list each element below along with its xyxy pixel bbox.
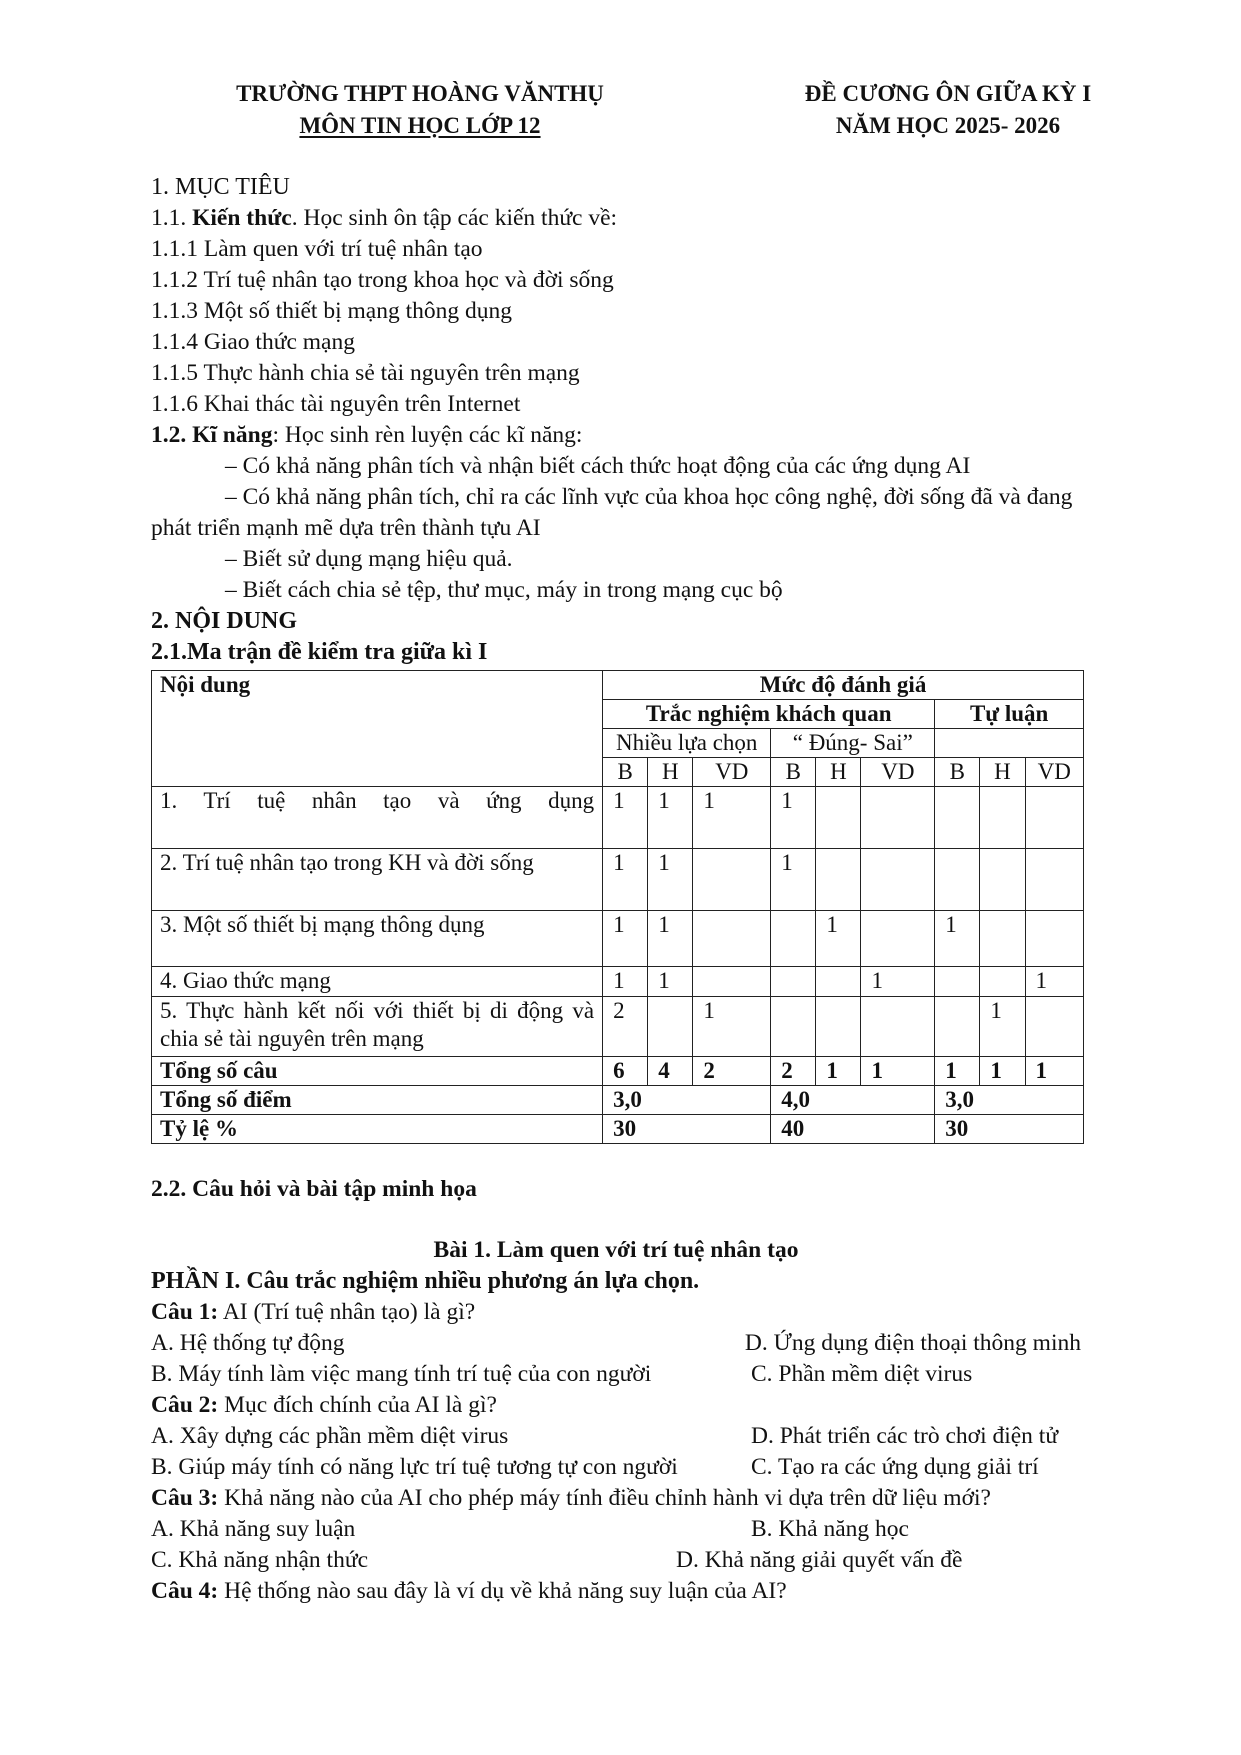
school-year: NĂM HỌC 2025- 2026 — [835, 113, 1061, 138]
subject-title: MÔN TIN HỌC LỚP 12 — [299, 113, 541, 138]
knowledge-heading — [151, 203, 1081, 234]
table-cell: 30 — [935, 1115, 1084, 1144]
table-cell: 1 — [771, 787, 816, 849]
topic-item: 1.1.5 Thực hành chia sẻ tài nguyên trên mạng — [151, 360, 580, 386]
answer-row — [151, 1514, 1081, 1545]
table-cell: 1 — [603, 911, 648, 967]
part-title: PHẦN I. Câu trắc nghiệm nhiều phương án lựa chọn. — [151, 1268, 700, 1294]
table-cell: 1 — [693, 997, 771, 1057]
row-label: Tổng số câu — [152, 1057, 603, 1086]
answer-option: D. Khả năng giải quyết vấn đề — [676, 1547, 963, 1573]
skills-label: 1.2. Kĩ năng — [151, 422, 273, 448]
skill-item: – Có khả năng phân tích và nhận biết cách thức hoạt động của các ứng dụng AI — [225, 453, 971, 479]
table-cell: 2 — [771, 1057, 816, 1086]
question-1 — [151, 1297, 1081, 1328]
answer-option: B. Giúp máy tính có năng lực trí tuệ tương tự con người — [151, 1454, 678, 1480]
table-cell: 1 — [980, 1057, 1025, 1086]
table-cell: 4 — [648, 1057, 693, 1086]
table-cell — [816, 997, 861, 1057]
table-cell: 30 — [603, 1115, 771, 1144]
header-essay: Tự luận — [935, 700, 1084, 729]
total-points-row — [152, 1086, 1084, 1115]
answer-row — [151, 1328, 1081, 1359]
table-cell — [693, 911, 771, 967]
answer-option: C. Tạo ra các ứng dụng giải trí — [751, 1454, 1039, 1480]
table-cell — [861, 997, 935, 1057]
question-2 — [151, 1390, 1081, 1421]
topic-item: 1.1.3 Một số thiết bị mạng thông dụng — [151, 298, 512, 324]
answer-option: A. Khả năng suy luận — [151, 1516, 356, 1542]
skills-intro: : Học sinh rèn luyện các kĩ năng: — [272, 422, 583, 448]
row-content: 1. Trí tuệ nhân tạo và ứng dụng — [152, 787, 603, 849]
document-body — [151, 172, 1081, 1607]
question-text: Khả năng nào của AI cho phép máy tính điều chỉnh hành vi dựa trên dữ liệu mới? — [218, 1485, 991, 1511]
table-cell: 40 — [771, 1115, 935, 1144]
table-cell: 1 — [603, 849, 648, 911]
header-level: Mức độ đánh giá — [603, 671, 1084, 700]
skills-heading — [151, 420, 1081, 451]
answer-row — [151, 1421, 1081, 1452]
table-cell — [861, 787, 935, 849]
answer-row — [151, 1452, 1081, 1483]
level-header: H — [980, 758, 1025, 787]
table-cell — [816, 967, 861, 997]
level-header: H — [648, 758, 693, 787]
header-content: Nội dung — [152, 671, 603, 787]
question-label: Câu 2: — [151, 1392, 219, 1418]
row-content: 4. Giao thức mạng — [152, 967, 603, 997]
knowledge-label: Kiến thức — [192, 205, 292, 231]
header-right — [738, 78, 1158, 142]
table-cell: 1 — [861, 967, 935, 997]
level-header: B — [603, 758, 648, 787]
table-cell — [980, 849, 1025, 911]
answer-option: D. Ứng dụng điện thoại thông minh — [744, 1330, 1081, 1356]
table-row — [152, 911, 1084, 967]
table-cell — [980, 967, 1025, 997]
table-cell: 1 — [935, 1057, 980, 1086]
answer-row — [151, 1359, 1081, 1390]
topic-item: 1.1.6 Khai thác tài nguyên trên Internet — [151, 391, 521, 417]
table-cell — [861, 911, 935, 967]
question-3 — [151, 1483, 1081, 1514]
question-label: Câu 4: — [151, 1578, 219, 1604]
level-header: B — [935, 758, 980, 787]
knowledge-intro: . Học sinh ôn tập các kiến thức về: — [291, 205, 618, 231]
header-objective: Trắc nghiệm khách quan — [603, 700, 935, 729]
table-cell: 2 — [603, 997, 648, 1057]
level-header: VD — [1025, 758, 1083, 787]
topic-item: 1.1.4 Giao thức mạng — [151, 329, 355, 355]
section-1-title: 1. MỤC TIÊU — [151, 174, 290, 200]
header-multiple-choice: Nhiều lựa chọn — [603, 729, 771, 758]
table-cell — [935, 997, 980, 1057]
table-cell — [935, 787, 980, 849]
table-cell — [1025, 911, 1083, 967]
level-header: VD — [693, 758, 771, 787]
table-cell — [1025, 787, 1083, 849]
table-cell: 1 — [816, 911, 861, 967]
answer-option: C. Phần mềm diệt virus — [751, 1361, 973, 1387]
level-header: B — [771, 758, 816, 787]
header-left — [170, 78, 670, 142]
table-cell: 1 — [980, 997, 1025, 1057]
table-cell: 1 — [693, 787, 771, 849]
table-cell — [693, 849, 771, 911]
table-cell: 6 — [603, 1057, 648, 1086]
table-cell: 1 — [771, 849, 816, 911]
table-cell: 1 — [648, 849, 693, 911]
table-cell: 1 — [603, 787, 648, 849]
answer-option: B. Khả năng học — [751, 1516, 909, 1542]
knowledge-number: 1.1. — [151, 205, 193, 231]
table-cell: 1 — [648, 787, 693, 849]
topic-item: 1.1.1 Làm quen với trí tuệ nhân tạo — [151, 236, 483, 262]
row-content: 5. Thực hành kết nối với thiết bị di động và chia sẻ tài nguyên trên mạng — [152, 997, 603, 1057]
answer-option: B. Máy tính làm việc mang tính trí tuệ của con người — [151, 1361, 652, 1387]
table-cell: 1 — [935, 911, 980, 967]
table-cell: 1 — [861, 1057, 935, 1086]
table-row — [152, 997, 1084, 1057]
table-cell: 1 — [1025, 1057, 1083, 1086]
skill-item: – Có khả năng phân tích, chỉ ra các lĩnh vực của khoa học công nghệ, đời sống đã và đang phát triển mạnh mẽ dựa trên thành tựu AI — [151, 484, 1073, 541]
table-cell — [648, 997, 693, 1057]
level-header: VD — [861, 758, 935, 787]
question-label: Câu 3: — [151, 1485, 219, 1511]
table-row — [152, 787, 1084, 849]
answer-option: A. Xây dựng các phần mềm diệt virus — [151, 1423, 509, 1449]
lesson-title: Bài 1. Làm quen với trí tuệ nhân tạo — [433, 1237, 799, 1263]
table-cell — [771, 967, 816, 997]
answer-option: C. Khả năng nhận thức — [151, 1547, 369, 1573]
table-cell: 1 — [603, 967, 648, 997]
table-cell — [935, 967, 980, 997]
question-text: AI (Trí tuệ nhân tạo) là gì? — [218, 1299, 476, 1325]
table-cell: 1 — [648, 911, 693, 967]
table-row — [152, 849, 1084, 911]
assessment-matrix-table — [151, 670, 1084, 1144]
table-cell — [1025, 997, 1083, 1057]
table-cell — [693, 967, 771, 997]
row-content: 2. Trí tuệ nhân tạo trong KH và đời sống — [152, 849, 603, 911]
total-questions-row — [152, 1057, 1084, 1086]
table-cell — [816, 787, 861, 849]
answer-row — [151, 1545, 1081, 1576]
table-cell — [1025, 849, 1083, 911]
table-row — [152, 967, 1084, 997]
school-name: TRƯỜNG THPT HOÀNG VĂNTHỤ — [236, 81, 604, 106]
table-cell — [771, 997, 816, 1057]
table-cell — [980, 787, 1025, 849]
table-cell — [771, 911, 816, 967]
answer-option: A. Hệ thống tự động — [151, 1330, 345, 1356]
question-label: Câu 1: — [151, 1299, 219, 1325]
table-cell: 2 — [693, 1057, 771, 1086]
skill-item: – Biết cách chia sẻ tệp, thư mục, máy in trong mạng cục bộ — [225, 577, 783, 603]
question-4 — [151, 1576, 1081, 1607]
section-2-2-title: 2.2. Câu hỏi và bài tập minh họa — [151, 1176, 477, 1202]
table-cell — [935, 849, 980, 911]
matrix-title: 2.1.Ma trận đề kiểm tra giữa kì I — [151, 639, 488, 665]
table-cell: 3,0 — [603, 1086, 771, 1115]
table-cell: 4,0 — [771, 1086, 935, 1115]
question-text: Hệ thống nào sau đây là ví dụ về khả năng suy luận của AI? — [218, 1578, 787, 1604]
skill-item: – Biết sử dụng mạng hiệu quả. — [225, 546, 513, 572]
ratio-row — [152, 1115, 1084, 1144]
table-cell: 1 — [816, 1057, 861, 1086]
document-title: ĐỀ CƯƠNG ÔN GIỮA KỲ I — [804, 81, 1092, 106]
table-cell — [980, 911, 1025, 967]
table-cell: 1 — [648, 967, 693, 997]
row-label: Tỷ lệ % — [152, 1115, 603, 1144]
topic-item: 1.1.2 Trí tuệ nhân tạo trong khoa học và đời sống — [151, 267, 614, 293]
answer-option: D. Phát triển các trò chơi điện tử — [751, 1423, 1059, 1449]
table-cell — [861, 849, 935, 911]
header-true-false: “ Đúng- Sai” — [771, 729, 935, 758]
level-header: H — [816, 758, 861, 787]
table-cell: 1 — [1025, 967, 1083, 997]
row-content: 3. Một số thiết bị mạng thông dụng — [152, 911, 603, 967]
table-cell — [816, 849, 861, 911]
question-text: Mục đích chính của AI là gì? — [218, 1392, 497, 1418]
table-cell: 3,0 — [935, 1086, 1084, 1115]
row-label: Tổng số điểm — [152, 1086, 603, 1115]
section-2-title: 2. NỘI DUNG — [151, 608, 298, 634]
